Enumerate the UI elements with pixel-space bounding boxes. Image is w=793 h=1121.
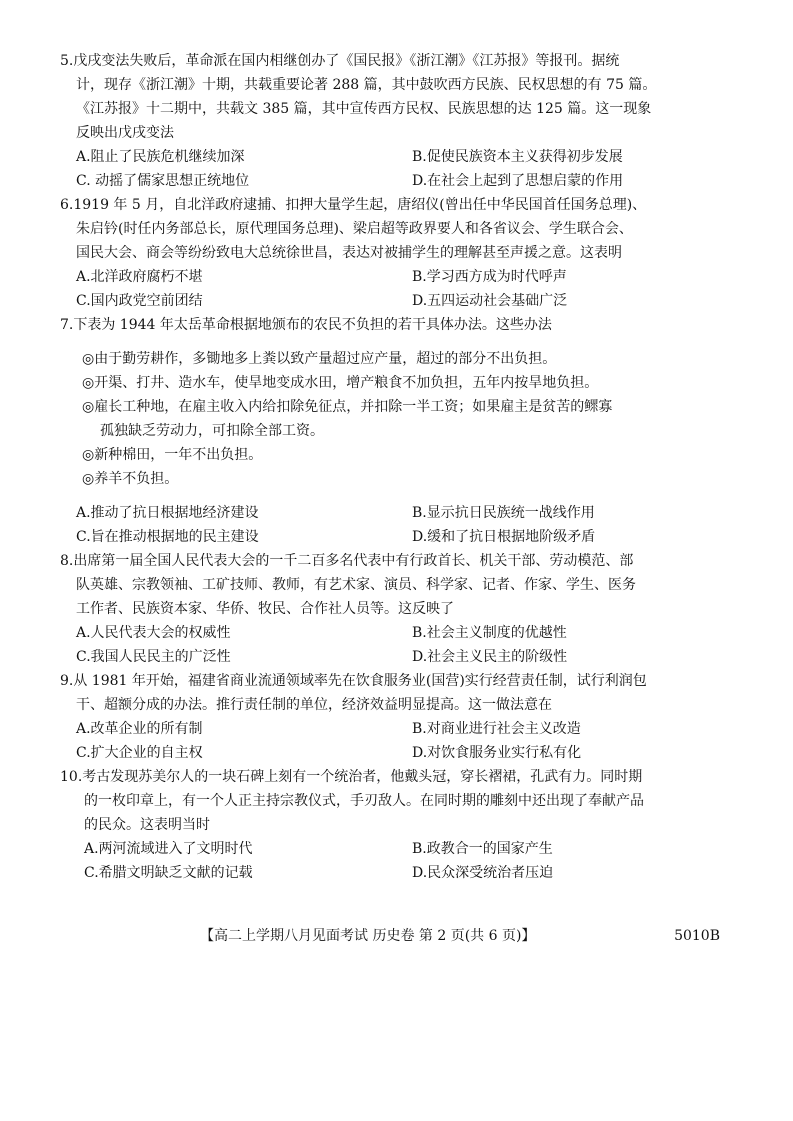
question-stem-line: 的民众。这表明当时	[84, 817, 210, 833]
option-b: B.学习西方成为时代呼声	[412, 269, 567, 285]
option-row	[60, 837, 750, 861]
question-7	[60, 313, 750, 549]
option-c: C.扩大企业的自主权	[76, 745, 203, 761]
option-b: B.显示抗日民族统一战线作用	[412, 505, 595, 521]
option-d: D.在社会上起到了思想启蒙的作用	[412, 173, 624, 189]
option-a: A.改革企业的所有制	[76, 721, 203, 737]
option-d: D.缓和了抗日根据地阶级矛盾	[412, 529, 596, 545]
option-a: A.人民代表大会的权威性	[76, 625, 231, 641]
question-stem-line: 8.出席第一届全国人民代表大会的一千二百多名代表中有行政首长、机关干部、劳动模范、部	[60, 553, 634, 569]
option-a: A.推动了抗日根据地经济建设	[76, 505, 259, 521]
question-stem-line: 国民大会、商会等纷纷致电大总统徐世昌，表达对被捕学生的理解甚至声援之意。这表明	[76, 245, 622, 261]
option-b: B.对商业进行社会主义改造	[412, 721, 581, 737]
option-row	[60, 645, 750, 669]
question-stem-line: 计，现存《浙江潮》十期，共载重要论著 288 篇，其中鼓吹西方民族、民权思想的有 75 篇。	[76, 77, 657, 93]
question-stem-line: 工作者、民族资本家、华侨、牧民、合作社人员等。这反映了	[76, 601, 454, 617]
measure-item: ◎由于勤劳耕作，多锄地多上粪以致产量超过应产量，超过的部分不出负担。	[82, 351, 557, 367]
option-b: B.促使民族资本主义获得初步发展	[412, 149, 623, 165]
option-c: C.旨在推动根据地的民主建设	[76, 529, 259, 545]
question-stem-line: 5.戊戌变法失败后，革命派在国内相继创办了《国民报》《浙江潮》《江苏报》等报刊。据统	[60, 53, 620, 69]
option-c: C.希腊文明缺乏文献的记载	[84, 865, 253, 881]
option-c: C.国内政党空前团结	[76, 293, 203, 309]
question-stem-line: 队英雄、宗教领袖、工矿技师、教师，有艺术家、演员、科学家、记者、作家、学生、医务	[76, 577, 636, 593]
option-row	[60, 501, 750, 525]
option-a: A.北洋政府腐朽不堪	[76, 269, 203, 285]
option-d: D.社会主义民主的阶级性	[412, 649, 568, 665]
page-footer	[200, 925, 720, 947]
option-d: D.民众深受统治者压迫	[412, 865, 554, 881]
question-stem-line: 的一枚印章上，有一个人正主持宗教仪式，手刃敌人。在同时期的雕刻中还出现了奉献产品	[84, 793, 644, 809]
question-5	[60, 49, 750, 193]
option-row	[60, 621, 750, 645]
question-stem-line: 9.从 1981 年开始，福建省商业流通领域率先在饮食服务业(国营)实行经营责任制，试行利润包	[60, 673, 647, 689]
question-10	[60, 765, 750, 885]
option-a: A.阻止了民族危机继续加深	[76, 149, 245, 165]
measure-item-continued: 孤独缺乏劳动力，可扣除全部工资。	[100, 423, 324, 439]
exam-page	[60, 49, 750, 885]
measures-table	[60, 347, 750, 491]
question-stem-line: 《江苏报》十二期中，共载文 385 篇，其中宣传西方民权、民族思想的达 125 篇。这一现象	[76, 101, 652, 117]
measure-item: ◎开渠、打井、造水车，使旱地变成水田，增产粮食不加负担，五年内按旱地负担。	[82, 375, 599, 391]
question-6	[60, 193, 750, 313]
footer-code: 5010B	[674, 928, 720, 944]
question-stem-line: 7.下表为 1944 年太岳革命根据地颁布的农民不负担的若干具体办法。这些办法	[60, 317, 552, 333]
option-c: C. 动摇了儒家思想正统地位	[76, 173, 250, 189]
question-stem-line: 干、超额分成的办法。推行责任制的单位，经济效益明显提高。这一做法意在	[76, 697, 552, 713]
option-row	[60, 289, 750, 313]
option-c: C.我国人民民主的广泛性	[76, 649, 231, 665]
question-stem-line: 10.考古发现苏美尔人的一块石碑上刻有一个统治者，他戴头冠，穿长褶裙，孔武有力。同时期	[60, 769, 643, 785]
footer-title: 【高二上学期八月见面考试 历史卷 第 2 页(共 6 页)】	[200, 928, 536, 944]
measure-item: ◎新种棉田，一年不出负担。	[82, 447, 263, 463]
option-row	[60, 741, 750, 765]
option-a: A.两河流域进入了文明时代	[84, 841, 253, 857]
option-b: B.政教合一的国家产生	[412, 841, 553, 857]
question-stem-line: 6.1919 年 5 月，自北洋政府逮捕、扣押大量学生起，唐绍仪(曾出任中华民国首任国务总理)、	[60, 197, 647, 213]
option-d: D.五四运动社会基础广泛	[412, 293, 568, 309]
option-row	[60, 717, 750, 741]
option-row	[60, 145, 750, 169]
question-stem-line: 反映出戊戌变法	[76, 125, 174, 141]
option-row	[60, 525, 750, 549]
option-row	[60, 861, 750, 885]
question-9	[60, 669, 750, 765]
option-d: D.对饮食服务业实行私有化	[412, 745, 582, 761]
option-b: B.社会主义制度的优越性	[412, 625, 567, 641]
question-stem-line: 朱启钤(时任内务部总长，原代理国务总理)、梁启超等政界要人和各省议会、学生联合会、	[76, 221, 633, 237]
option-row	[60, 169, 750, 193]
measure-item: ◎养羊不负担。	[82, 471, 179, 487]
option-row	[60, 265, 750, 289]
question-8	[60, 549, 750, 669]
measure-item: ◎雇长工种地，在雇主收入内给扣除免征点，并扣除一半工资；如果雇主是贫苦的鳏寡	[82, 399, 613, 415]
